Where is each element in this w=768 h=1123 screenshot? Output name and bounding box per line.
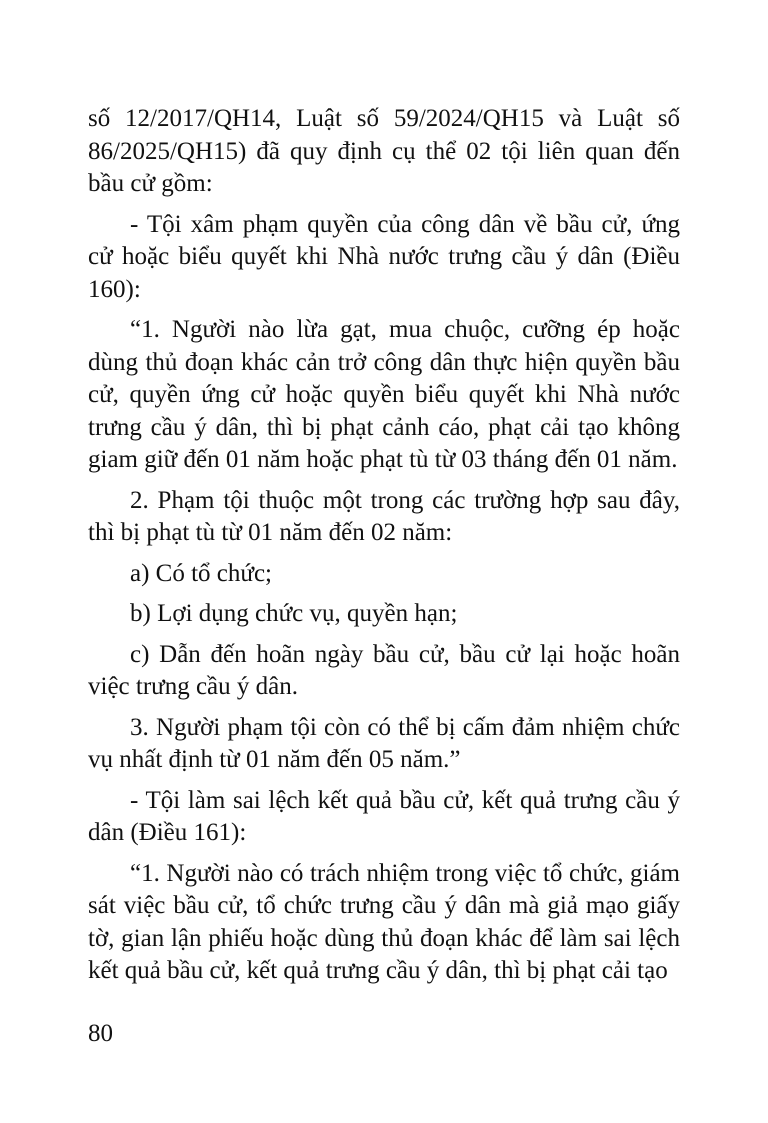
body-text [88, 103, 680, 996]
paragraph-clause-2-item-c: c) Dẫn đến hoãn ngày bầu cử, bầu cử lại hoặc hoãn việc trưng cầu ý dân. [88, 640, 680, 700]
paragraph-article-160-clause-1: “1. Người nào lừa gạt, mua chuộc, cưỡng ép hoặc dùng thủ đoạn khác cản trở công dân thực hiện quyền bầu cử, quyền ứng cử hoặc quyền biểu quyết khi Nhà nước trưng cầu ý dân, thì bị phạt cảnh cáo, phạt cải tạo không giam giữ đến 01 năm hoặc phạt tù từ 03 tháng đến 01 năm. [88, 316, 680, 473]
paragraph-article-160-clause-3: 3. Người phạm tội còn có thể bị cấm đảm nhiệm chức vụ nhất định từ 01 năm đến 05 năm.” [88, 713, 680, 773]
paragraph-article-160-clause-2: 2. Phạm tội thuộc một trong các trường hợp sau đây, thì bị phạt tù từ 01 năm đến 02 năm: [88, 486, 680, 546]
paragraph-continuation: số 12/2017/QH14, Luật số 59/2024/QH15 và Luật số 86/2025/QH15) đã quy định cụ thể 02 tội liên quan đến bầu cử gồm: [88, 105, 680, 197]
paragraph-article-161-heading: - Tội làm sai lệch kết quả bầu cử, kết quả trưng cầu ý dân (Điều 161): [88, 786, 680, 846]
paragraph-clause-2-item-b: b) Lợi dụng chức vụ, quyền hạn; [130, 600, 458, 627]
paragraph-article-161-clause-1: “1. Người nào có trách nhiệm trong việc tổ chức, giám sát việc bầu cử, tổ chức trưng cầu ý dân mà giả mạo giấy tờ, gian lận phiếu hoặc dùng thủ đoạn khác để làm sai lệch kết quả bầu cử, kết quả trưng cầu ý dân, thì bị phạt cải tạo [88, 859, 680, 984]
paragraph-clause-2-item-a: a) Có tổ chức; [130, 559, 272, 587]
paragraph-article-160-heading: - Tội xâm phạm quyền của công dân về bầu cử, ứng cử hoặc biểu quyết khi Nhà nước trưng cầu ý dân (Điều 160): [88, 210, 680, 303]
page-number: 80 [88, 1020, 113, 1047]
